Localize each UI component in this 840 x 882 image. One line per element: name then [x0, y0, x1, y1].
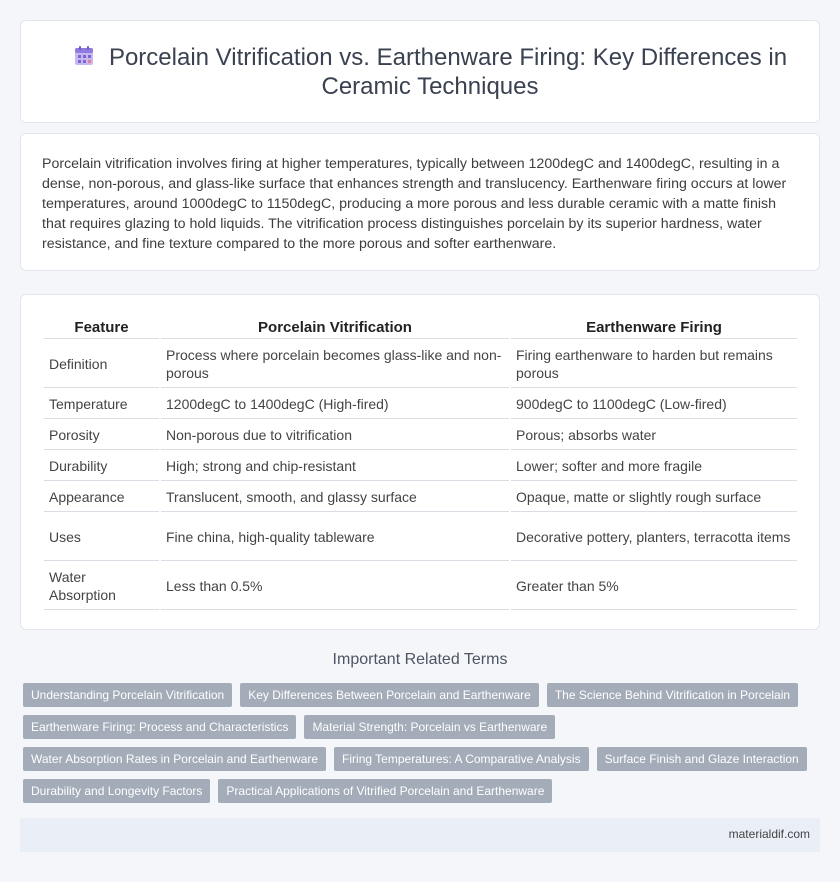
feature-cell: Uses — [44, 514, 159, 561]
tag-row — [23, 747, 823, 771]
related-term-tag[interactable]: Key Differences Between Porcelain and Earthenware — [240, 683, 539, 707]
page-title-wrap — [61, 43, 799, 101]
feature-cell: Appearance — [44, 483, 159, 512]
related-term-tag[interactable]: Durability and Longevity Factors — [23, 779, 210, 803]
table-row — [44, 563, 797, 610]
earthenware-cell: Opaque, matte or slightly rough surface — [511, 483, 797, 512]
comparison-table — [42, 316, 799, 612]
calendar-grid-icon — [73, 45, 95, 67]
feature-cell: Temperature — [44, 390, 159, 419]
related-terms-heading: Important Related Terms — [332, 651, 508, 668]
porcelain-cell: 1200degC to 1400degC (High-fired) — [161, 390, 509, 419]
intro-paragraph: Porcelain vitrification involves firing at higher temperatures, typically between 1200degC and 1400degC, resulting in a dense, non-porous, and glass-like surface that enhances strength and translucency. Earthenware firing occurs at lower temperatures, around 1000degC to 1150degC, producing a more porous and less durable ceramic with a matte finish that requires glazing to hold liquids. The vitrification process distinguishes porcelain by its superior hardness, water resistance, and fine texture compared to the more porous and softer earthenware. — [42, 156, 787, 252]
footer — [20, 818, 820, 852]
related-terms-tags — [23, 683, 823, 811]
related-term-tag[interactable]: Earthenware Firing: Process and Characteristics — [23, 715, 296, 739]
footer-site-link[interactable]: materialdif.com — [728, 827, 810, 841]
porcelain-cell: Non-porous due to vitrification — [161, 421, 509, 450]
related-term-tag[interactable]: Water Absorption Rates in Porcelain and Earthenware — [23, 747, 326, 771]
feature-cell: Water Absorption — [44, 563, 159, 610]
earthenware-cell: Firing earthenware to harden but remains porous — [511, 341, 797, 388]
table-row — [44, 390, 797, 419]
header-feature: Feature — [44, 318, 159, 339]
related-term-tag[interactable]: Firing Temperatures: A Comparative Analysis — [334, 747, 589, 771]
related-term-tag[interactable]: Surface Finish and Glaze Interaction — [597, 747, 807, 771]
intro-card — [20, 133, 820, 271]
porcelain-cell: Translucent, smooth, and glassy surface — [161, 483, 509, 512]
earthenware-cell: Decorative pottery, planters, terracotta items — [511, 514, 797, 561]
tag-row — [23, 715, 823, 739]
feature-cell: Durability — [44, 452, 159, 481]
table-row — [44, 452, 797, 481]
table-row — [44, 514, 797, 561]
related-term-tag[interactable]: Practical Applications of Vitrified Porcelain and Earthenware — [218, 779, 552, 803]
porcelain-cell: Process where porcelain becomes glass-like and non-porous — [161, 341, 509, 388]
related-term-tag[interactable]: Understanding Porcelain Vitrification — [23, 683, 232, 707]
earthenware-cell: 900degC to 1100degC (Low-fired) — [511, 390, 797, 419]
page-title: Porcelain Vitrification vs. Earthenware Firing: Key Differences in Ceramic Techniques — [108, 44, 788, 100]
tag-row — [23, 779, 823, 803]
earthenware-cell: Lower; softer and more fragile — [511, 452, 797, 481]
feature-cell: Definition — [44, 341, 159, 388]
table-row — [44, 421, 797, 450]
tag-row — [23, 683, 823, 707]
table-row — [44, 483, 797, 512]
table-header-row — [44, 318, 797, 339]
related-term-tag[interactable]: The Science Behind Vitrification in Porcelain — [547, 683, 798, 707]
earthenware-cell: Greater than 5% — [511, 563, 797, 610]
porcelain-cell: Fine china, high-quality tableware — [161, 514, 509, 561]
porcelain-cell: High; strong and chip-resistant — [161, 452, 509, 481]
feature-cell: Porosity — [44, 421, 159, 450]
table-row — [44, 341, 797, 388]
header-earthenware: Earthenware Firing — [511, 318, 797, 339]
related-term-tag[interactable]: Material Strength: Porcelain vs Earthenware — [304, 715, 555, 739]
header-porcelain: Porcelain Vitrification — [161, 318, 509, 339]
header-card — [20, 20, 820, 123]
comparison-table-card — [20, 294, 820, 630]
porcelain-cell: Less than 0.5% — [161, 563, 509, 610]
earthenware-cell: Porous; absorbs water — [511, 421, 797, 450]
